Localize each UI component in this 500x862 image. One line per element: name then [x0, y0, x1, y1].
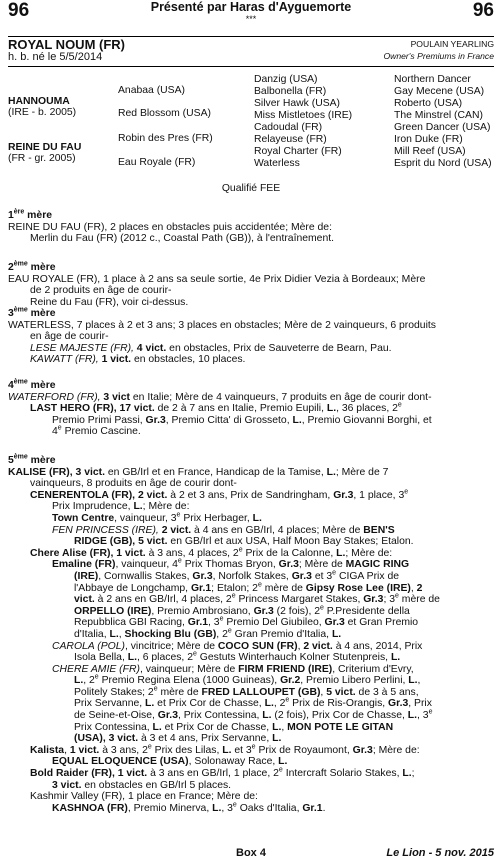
- text-line: Isola Bella, L., 6 places, 2e Gestuts Winterhauch Kolner Stutenpreis, L.: [74, 650, 401, 664]
- text-line: 4e Premio Cascine.: [52, 424, 141, 438]
- section-third-dam: [8, 308, 494, 366]
- ped-gen4-4: The Minstrel (CAN): [394, 110, 483, 121]
- text-line: en âge de courir-: [30, 331, 109, 343]
- text-line: vict. à 2 ans en GB/Irl, 4 places, 2e Princess Margaret Stakes, Gr.3; 3e mère de: [74, 592, 440, 606]
- qualification: Qualifié FEE: [221, 183, 281, 194]
- text-line: CENERENTOLA (FR), 2 vict. à 2 et 3 ans, Prix de Sandringham, Gr.3, 1 place, 3e: [30, 488, 409, 501]
- section-title: 2ème mère: [8, 260, 56, 273]
- section-title: 5ème mère: [8, 453, 56, 466]
- text-line: Prix Servanne, L. et Prix Cor de Chasse, L., 2e Prix de Ris-Orangis, Gr.3, Prix: [74, 697, 432, 710]
- text-line: Emaline (FR), vainqueur, 4e Prix Thomas Bryon, Gr.3; Mère de MAGIC RING: [52, 557, 410, 571]
- horse-description: h. b. né le 5/5/2014: [8, 51, 103, 63]
- section-title: 4ème mère: [8, 378, 56, 391]
- title-stars: ***: [245, 14, 257, 24]
- text-line: Bold Raider (FR), 1 vict. à 3 ans en GB/Irl, 1 place, 2e Intercraft Solario Stakes, L.;: [30, 766, 415, 780]
- sire-info: (IRE - b. 2005): [8, 107, 77, 118]
- section-fifth-dam: [8, 455, 494, 814]
- dam-name: REINE DU FAU: [8, 142, 82, 153]
- text-line: CHERE AMIE (FR), vainqueur; Mère de FIRM FRIEND (IRE), Criterium d'Evry,: [52, 663, 414, 675]
- ped-gen3-8: Waterless: [254, 158, 300, 169]
- section-title: 3ème mère: [8, 306, 56, 319]
- section-title: 1ère mère: [8, 208, 53, 221]
- ped-gen3-5: Cadoudal (FR): [254, 122, 323, 133]
- text-line: WATERFORD (FR), 3 vict en Italie; Mère de 4 vainqueurs, 7 produits en âge de courir dont-: [8, 391, 432, 403]
- ped-gen4-7: Mill Reef (USA): [394, 146, 466, 157]
- text-line: Reine du Fau (FR), voir ci-dessus.: [30, 296, 189, 308]
- text-line: KALISE (FR), 3 vict. en GB/Irl et en France, Handicap de la Tamise, L.; Mère de 7: [8, 466, 389, 478]
- ped-gen3-6: Relayeuse (FR): [254, 134, 327, 145]
- text-line: Premio Primi Passi, Gr.3, Premio Citta' di Grosseto, L., Premio Giovanni Borghi, et: [52, 414, 432, 426]
- text-line: CAROLA (POL), vincitrice; Mère de COCO SUN (FR), 2 vict. à 4 ans, 2014, Prix: [52, 640, 423, 652]
- ped-gen3-3: Silver Hawk (USA): [254, 98, 341, 109]
- consignor-title: Présenté par Haras d'Ayguemorte: [150, 0, 352, 14]
- text-line: Kashmir Valley (FR), 1 place en France; Mère de:: [30, 791, 258, 803]
- sale-category: POULAIN YEARLING: [410, 39, 494, 49]
- text-line: de Seine-et-Oise, Gr.3, Prix Contessina, L. (2 fois), Prix Cor de Chasse, L., 3e: [74, 708, 433, 722]
- text-line: Chere Alise (FR), 1 vict. à 3 ans, 4 places, 2e Prix de la Calonne, L.; Mère de:: [30, 546, 393, 559]
- section-second-dam: [8, 262, 494, 308]
- text-line: d'Italia, L., Shocking Blu (GB), 2e Gran Premio d'Italia, L.: [74, 627, 342, 640]
- text-line: l'Abbaye de Longchamp, Gr.1; Etalon; 2e mère de Gipsy Rose Lee (IRE), 2: [74, 581, 423, 594]
- text-line: Prix Contessina, L. et Prix Cor de Chasse, L., MON POTE LE GITAN: [74, 721, 394, 733]
- sire-name: HANNOUMA: [8, 96, 70, 107]
- text-line: (IRE), Cornwallis Stakes, Gr.3, Norfolk Stakes, Gr.3 et 3e CIGA Prix de: [74, 569, 400, 582]
- ped-gen2-2: Red Blossom (USA): [118, 108, 211, 119]
- ped-gen2-1: Anabaa (USA): [118, 85, 185, 96]
- ped-gen4-5: Green Dancer (USA): [394, 122, 491, 133]
- text-line: Merlin du Fau (FR) (2012 c., Coastal Path (GB)), à l'entraînement.: [30, 233, 335, 245]
- lot-number-left: 96: [8, 0, 30, 21]
- ped-gen4-1: Northern Dancer: [394, 74, 471, 85]
- text-line: KAWATT (FR), 1 vict. en obstacles, 10 places.: [30, 354, 246, 366]
- text-line: LESE MAJESTE (FR), 4 vict. en obstacles, Prix de Sauveterre de Bearn, Pau.: [30, 342, 392, 354]
- ped-gen3-4: Miss Mistletoes (IRE): [254, 110, 353, 121]
- text-line: RIDGE (GB), 5 vict. en GB/Irl et aux USA, Half Moon Bay Stakes; Etalon.: [74, 536, 414, 548]
- text-line: Prix Imprudence, L.; Mère de:: [52, 501, 190, 513]
- ped-gen4-2: Gay Mecene (USA): [394, 86, 485, 97]
- footer-box: Box 4: [236, 847, 266, 859]
- text-line: Repubblica GBI Racing, Gr.1, 3e Premio Del Giubileo, Gr.3 et Gran Premio: [74, 615, 419, 629]
- dam-info: (FR - gr. 2005): [8, 153, 76, 164]
- section-fourth-dam: [8, 380, 494, 438]
- sale-note: Owner's Premiums in France: [383, 51, 494, 61]
- text-line: Town Centre, vainqueur, 3e Prix Herbager, L.: [52, 511, 262, 524]
- ped-gen3-7: Royal Charter (FR): [254, 146, 342, 157]
- ped-gen4-8: Esprit du Nord (USA): [394, 158, 492, 169]
- ped-gen2-4: Eau Royale (FR): [118, 157, 196, 168]
- ped-gen4-3: Roberto (USA): [394, 98, 463, 109]
- text-line: de 2 produits en âge de courir-: [30, 285, 172, 297]
- ped-gen3-2: Balbonella (FR): [254, 86, 327, 97]
- text-line: KASHNOA (FR), Premio Minerva, L., 3e Oaks d'Italia, Gr.1.: [52, 801, 326, 814]
- text-line: ORPELLO (IRE), Premio Ambrosiano, Gr.3 (2 fois), 2e P.Presidente della: [74, 604, 410, 617]
- horse-name: ROYAL NOUM (FR): [8, 37, 125, 52]
- text-line: WATERLESS, 7 places à 2 et 3 ans; 3 places en obstacles; Mère de 2 vainqueurs, 6 produits: [8, 319, 436, 331]
- text-line: EAU ROYALE (FR), 1 place à 2 ans sa seule sortie, 4e Prix Didier Vezia à Bordeaux; Mère: [8, 273, 426, 285]
- text-line: REINE DU FAU (FR), 2 places en obstacles puis accidentée; Mère de:: [8, 221, 332, 233]
- text-line: LAST HERO (FR), 17 vict. de 2 à 7 ans en Italie, Premio Eupili, L., 36 places, 2e: [30, 401, 402, 415]
- text-line: 3 vict. en obstacles en GB/Irl 5 places.: [52, 779, 232, 791]
- catalogue-page: [8, 0, 494, 862]
- text-line: Politely Stakes; 2e mère de FRED LALLOUPET (GB), 5 vict. de 3 à 5 ans,: [74, 685, 419, 698]
- text-line: EQUAL ELOQUENCE (USA), Solonaway Race, L.: [52, 756, 288, 768]
- ped-gen3-1: Danzig (USA): [254, 74, 318, 85]
- pedigree-top-rule: [8, 66, 494, 67]
- text-line: FEN PRINCESS (IRE), 2 vict. à 4 ans en GB/Irl, 4 places; Mère de BEN'S: [52, 524, 395, 536]
- text-line: L., 2e Premio Regina Elena (1000 Guineas), Gr.2, Premio Libero Perlini, L.,: [74, 673, 421, 687]
- lot-number-right: 96: [472, 0, 494, 21]
- section-first-dam: [8, 210, 494, 245]
- footer-date: Le Lion - 5 nov. 2015: [386, 847, 494, 859]
- ped-gen2-3: Robin des Pres (FR): [118, 133, 213, 144]
- ped-gen4-6: Iron Duke (FR): [394, 134, 463, 145]
- text-line: (USA), 3 vict. à 3 et 4 ans, Prix Servanne, L.: [74, 733, 282, 745]
- text-line: vainqueurs, 8 produits en âge de courir dont-: [30, 478, 237, 490]
- text-line: Kalista, 1 vict. à 3 ans, 2e Prix des Lilas, L. et 3e Prix de Royaumont, Gr.3; Mère de:: [30, 743, 420, 756]
